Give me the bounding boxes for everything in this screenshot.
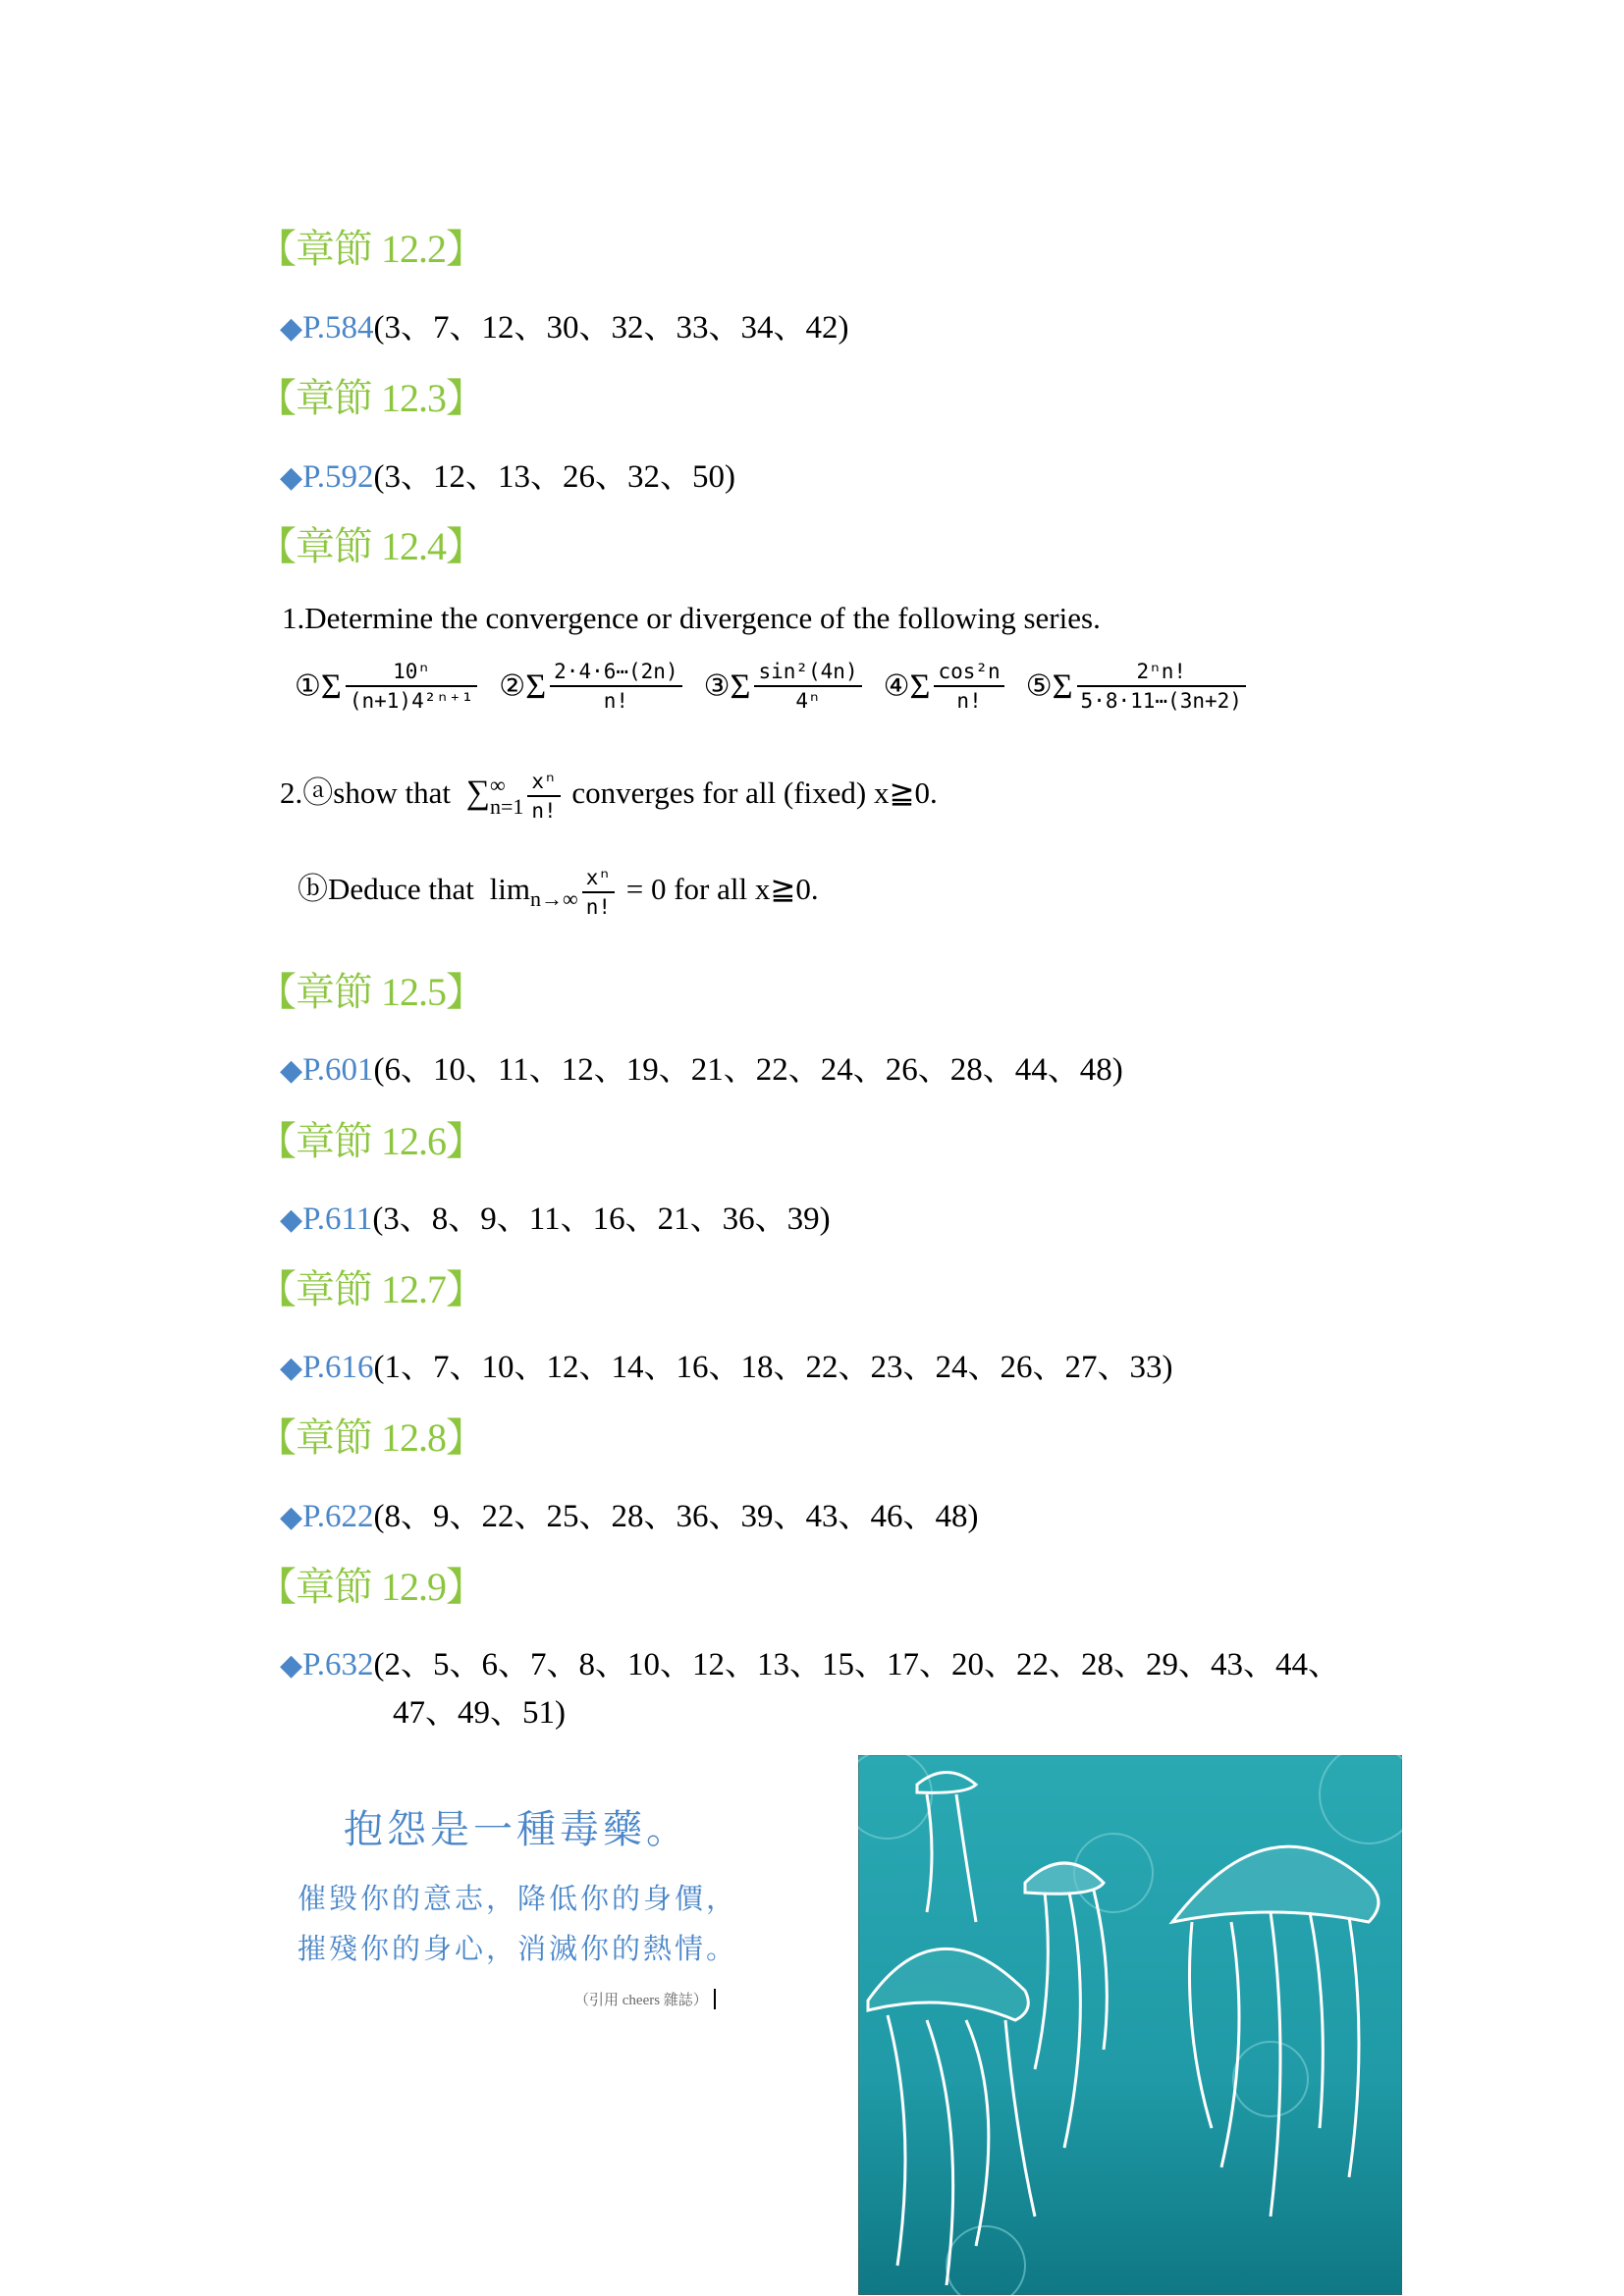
problem-2a-prefix: 2.ⓐshow that xyxy=(280,775,451,810)
section-heading-12-8: 【章節 12.8】 xyxy=(257,1415,484,1460)
numerator: cos²n xyxy=(938,660,1001,683)
exercise-line-12-9 xyxy=(280,1638,1340,1684)
problem-2a-suffix: converges for all (fixed) x≧0. xyxy=(571,775,938,810)
exercise-numbers: (1、7、10、12、14、16、18、22、23、24、26、27、33) xyxy=(373,1350,1173,1385)
exercise-line-12-9-continued: 47、49、51) xyxy=(393,1695,566,1731)
exercise-numbers: (3、12、13、26、32、50) xyxy=(373,459,736,495)
series-term-4 xyxy=(884,660,1008,713)
numerator: xⁿ xyxy=(585,865,611,889)
sigma-symbol: Σ xyxy=(909,667,931,706)
quote-line-2: 摧殘你的身心，消滅你的熱情。 xyxy=(298,1932,738,1965)
section-heading-12-3: 【章節 12.3】 xyxy=(257,376,484,420)
series-term-1 xyxy=(295,660,481,713)
term-fraction xyxy=(346,660,477,713)
lim-subscript: n→∞ xyxy=(530,886,578,912)
denominator: n! xyxy=(934,685,1003,713)
problem-2b-suffix: = 0 for all x≧0. xyxy=(625,872,819,906)
sigma-symbol: Σ xyxy=(525,667,547,706)
sigma-symbol: Σ xyxy=(320,667,342,706)
numerator: sin²(4n) xyxy=(758,660,858,683)
sigma-symbol: Σ xyxy=(1052,667,1073,706)
problem-2b xyxy=(298,864,819,919)
denominator: 5·8·11⋯(3n+2) xyxy=(1077,685,1246,713)
diamond-bullet-icon: ◆ xyxy=(280,1352,303,1384)
fraction xyxy=(527,770,560,823)
term-fraction xyxy=(754,660,861,713)
term-label: ② xyxy=(499,669,526,703)
quote-source: （引用 cheers 雜誌） xyxy=(574,1989,716,2009)
section-heading-12-6: 【章節 12.6】 xyxy=(257,1119,484,1163)
diamond-bullet-icon: ◆ xyxy=(280,1649,303,1682)
section-heading-12-7: 【章節 12.7】 xyxy=(257,1267,484,1311)
page-reference: P.611 xyxy=(302,1201,373,1237)
denominator: 4ⁿ xyxy=(754,685,861,713)
page-reference: P.622 xyxy=(302,1499,374,1534)
term-label: ④ xyxy=(883,669,910,703)
exercise-numbers: (8、9、22、25、28、36、39、43、46、48) xyxy=(373,1499,979,1534)
exercise-numbers: (6、10、11、12、19、21、22、24、26、28、44、48) xyxy=(373,1052,1123,1088)
term-fraction xyxy=(550,660,681,713)
series-list xyxy=(295,660,1264,713)
series-term-5 xyxy=(1026,660,1250,713)
upper-limit: ∞ xyxy=(489,772,506,797)
exercise-line-12-5 xyxy=(280,1043,1123,1090)
denominator: (n+1)4²ⁿ⁺¹ xyxy=(346,685,477,713)
page-reference: P.601 xyxy=(302,1052,374,1088)
fraction xyxy=(582,866,615,919)
quote-title: 抱怨是一種毒藥。 xyxy=(344,1807,689,1852)
problem-2b-prefix: ⓑDeduce that xyxy=(298,872,474,906)
numerator: 10ⁿ xyxy=(393,660,431,683)
jellyfish-illustration xyxy=(858,1755,1402,2295)
diamond-bullet-icon: ◆ xyxy=(280,1203,303,1236)
sum-limits xyxy=(490,774,523,818)
exercise-line-12-6 xyxy=(280,1193,831,1239)
exercise-line-12-8 xyxy=(280,1490,979,1536)
denominator: n! xyxy=(527,795,560,823)
term-fraction xyxy=(1077,660,1246,713)
exercise-numbers: (3、7、12、30、32、33、34、42) xyxy=(373,310,849,346)
section-heading-12-9: 【章節 12.9】 xyxy=(257,1565,484,1609)
term-label: ① xyxy=(295,669,321,703)
exercise-line-12-3 xyxy=(280,451,735,497)
sigma-symbol: Σ xyxy=(730,667,751,706)
lower-limit: n=1 xyxy=(489,793,524,819)
page-reference: P.616 xyxy=(302,1350,374,1385)
lim-symbol: lim xyxy=(489,872,530,906)
exercise-line-12-2 xyxy=(280,301,849,347)
section-heading-12-4: 【章節 12.4】 xyxy=(257,524,484,568)
exercise-line-12-7 xyxy=(280,1341,1173,1387)
diamond-bullet-icon: ◆ xyxy=(280,461,303,494)
page-reference: P.584 xyxy=(302,310,374,346)
diamond-bullet-icon: ◆ xyxy=(280,1054,303,1087)
section-heading-12-2: 【章節 12.2】 xyxy=(257,227,484,271)
numerator: xⁿ xyxy=(531,769,557,793)
diamond-bullet-icon: ◆ xyxy=(280,312,303,345)
exercise-numbers: (3、8、9、11、16、21、36、39) xyxy=(372,1201,831,1237)
problem-2a xyxy=(280,768,938,823)
section-heading-12-5: 【章節 12.5】 xyxy=(257,970,484,1014)
series-term-2 xyxy=(499,660,685,713)
page-reference: P.592 xyxy=(302,459,374,495)
numerator: 2ⁿn! xyxy=(1136,660,1187,683)
term-label: ③ xyxy=(703,669,731,703)
exercise-numbers: (2、5、6、7、8、10、12、13、15、17、20、22、28、29、43、44、 xyxy=(373,1647,1341,1682)
numerator: 2·4·6⋯(2n) xyxy=(554,660,678,683)
denominator: n! xyxy=(550,685,681,713)
diamond-bullet-icon: ◆ xyxy=(280,1501,303,1533)
denominator: n! xyxy=(582,891,615,919)
page-reference: P.632 xyxy=(302,1647,374,1682)
problem-1-text: 1.Determine the convergence or divergence of the following series. xyxy=(282,601,1101,635)
term-fraction xyxy=(934,660,1003,713)
sum-symbol: ∑ xyxy=(465,774,490,811)
term-label: ⑤ xyxy=(1025,669,1053,703)
quote-line-1: 催毀你的意志，降低你的身價， xyxy=(298,1882,738,1915)
series-term-3 xyxy=(704,660,866,713)
